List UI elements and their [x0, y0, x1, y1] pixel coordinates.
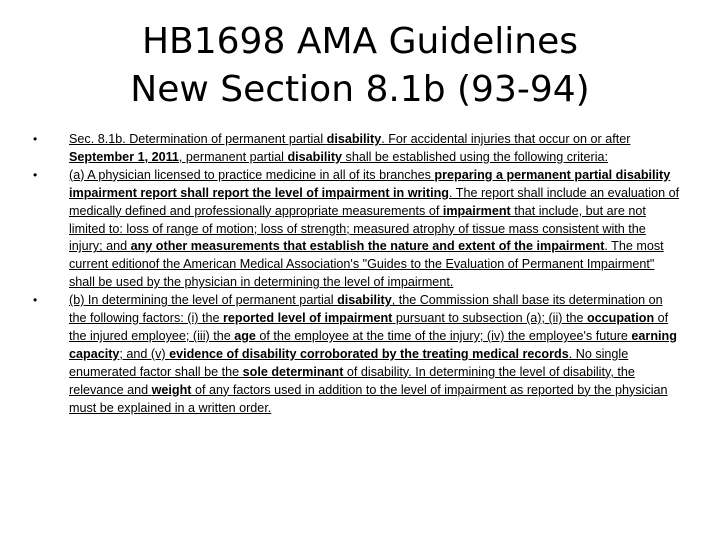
text-segment: of the injured employee; (iii) the [69, 311, 669, 343]
title-line-2: New Section 8.1b (93-94) [130, 69, 590, 110]
bold-text: reported level of impairment [223, 311, 393, 326]
text-segment: . The most current editionof the American Medical Association's "Guides to the Evaluation of Permanent Impairment" shall be used by the physician in determining the level of impairment. [69, 239, 664, 290]
bold-text: sole determinant [242, 364, 344, 379]
text-segment: of any factors used in addition to the level of impairment as reported by the physician must be explained in a written order. [69, 382, 668, 415]
bold-text: September 1, 2011 [69, 149, 179, 164]
bullet-dot-icon: • [33, 293, 38, 308]
bold-text: impairment [442, 203, 511, 218]
bold-text: weight [151, 382, 192, 397]
text-segment: that include, but are not limited to: loss of range of motion; loss of strength; measured atrophy of tissue mass consistent with the injury; and [69, 203, 646, 254]
text-segment: . No single enumerated factor shall be the [69, 346, 629, 379]
text-segment: , permanent partial [178, 149, 288, 164]
text-segment: . The report shall include an evaluation of medically defined and professionally appropriate measurements of [69, 185, 680, 218]
bold-text: disability [287, 149, 343, 164]
text-segment: (a) A physician licensed to practice medicine in all of its branches [69, 167, 435, 182]
bullet-item [33, 292, 680, 417]
bullet-item [33, 167, 680, 292]
bullet-dot-icon: • [33, 167, 38, 182]
bullet-list [33, 131, 680, 418]
bold-text: disability [326, 132, 382, 146]
bullet-item [33, 131, 680, 167]
bold-text: preparing a permanent partial disability impairment report shall report the level of impairment in writing [69, 167, 671, 200]
text-segment: pursuant to subsection (a); (ii) the [392, 311, 587, 326]
text-segment: . For accidental injuries that occur on or after [381, 132, 631, 146]
bold-text: occupation [586, 311, 655, 326]
page-title [0, 18, 720, 114]
bold-text: evidence of disability corroborated by the treating medical records [169, 346, 569, 361]
text-segment: , the Commission shall base its determination on the following factors: (i) the [69, 293, 663, 326]
text-segment: of the employee at the time of the injury; (iv) the employee's future [255, 328, 632, 343]
text-segment: ; and (v) [119, 346, 170, 361]
title-line-1: HB1698 AMA Guidelines [141, 21, 579, 62]
text-segment: shall be established using the following criteria: [342, 149, 609, 164]
text-segment: of disability. In determining the level of disability, the relevance and [69, 364, 635, 397]
text-segment: Sec. 8.1b. Determination of permanent partial [69, 132, 327, 146]
text-segment: (b) In determining the level of permanent partial [69, 293, 338, 308]
bold-text: any other measurements that establish the nature and extent of the impairment [130, 239, 605, 254]
bold-text: disability [337, 293, 392, 308]
bold-text: age [234, 328, 256, 343]
bold-text: earning capacity [69, 328, 677, 361]
bullet-dot-icon: • [33, 132, 38, 146]
